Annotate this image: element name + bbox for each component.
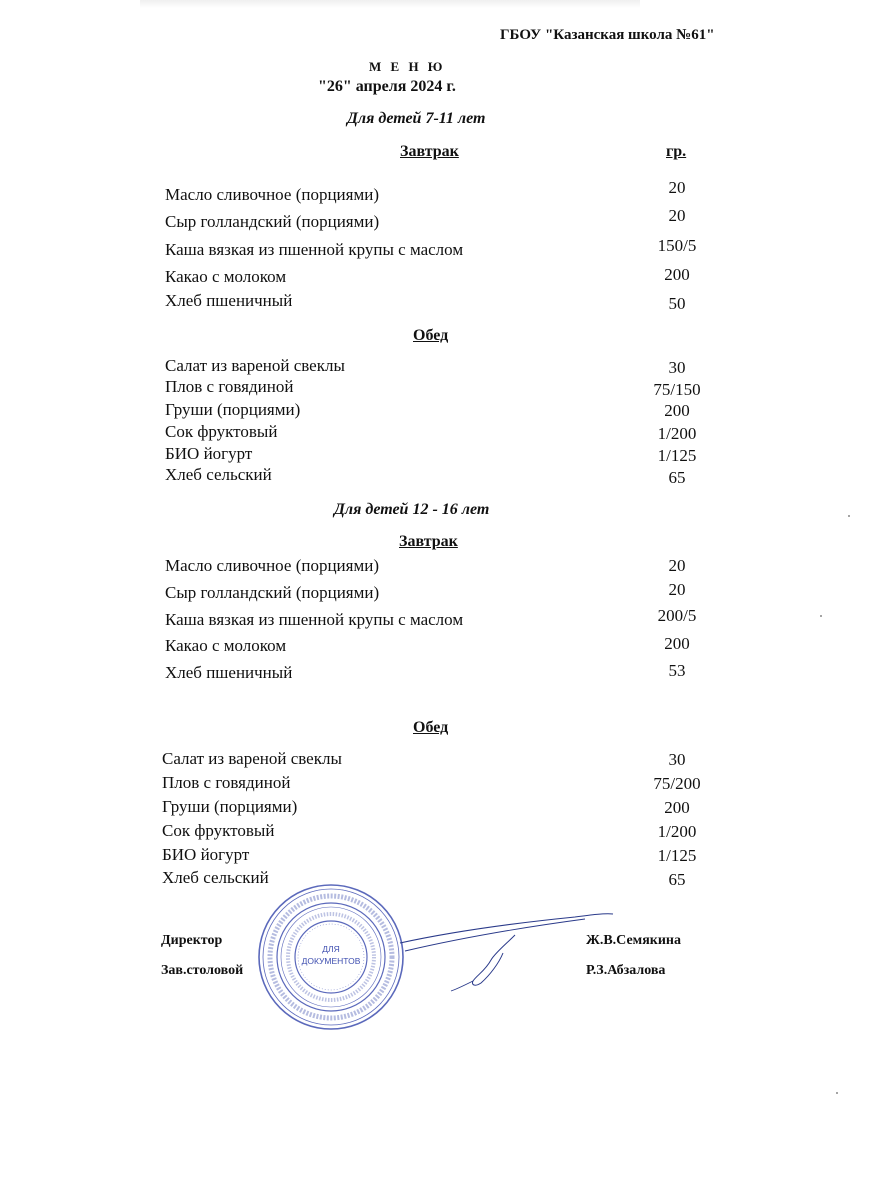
menu-item-name: Хлеб сельский (162, 868, 269, 887)
menu-item-name: Салат из вареной свеклы (162, 749, 342, 768)
menu-item-qty: 1/200 (657, 822, 697, 841)
menu-item-name: БИО йогурт (165, 444, 253, 463)
menu-item-qty: 50 (668, 294, 686, 313)
menu-item-name: Груши (порциями) (165, 400, 301, 419)
menu-item-name: Сок фруктовый (165, 422, 278, 441)
menu-item-qty: 200 (664, 265, 690, 284)
menu-item-name: Масло сливочное (порциями) (165, 185, 379, 204)
handwritten-signature (395, 905, 615, 995)
menu-item-qty: 20 (668, 580, 686, 599)
meal-title-lunch: Обед (413, 719, 449, 736)
menu-item-name: БИО йогурт (162, 845, 250, 864)
menu-item-name: Груши (порциями) (162, 797, 298, 816)
stamp-text-line1: ДЛЯ (322, 944, 340, 954)
unit-label: гр. (666, 143, 687, 160)
director-name: Ж.В.Семякина (586, 933, 681, 948)
age-group-title: Для детей 12 - 16 лет (334, 501, 490, 518)
meal-title-lunch: Обед (413, 327, 449, 344)
canteen-head-name: Р.З.Абзалова (586, 963, 666, 978)
menu-item-name: Плов с говядиной (162, 773, 291, 792)
menu-item-qty: 200 (664, 401, 690, 420)
menu-item-name: Каша вязкая из пшенной крупы с маслом (165, 240, 464, 259)
scan-shadow (140, 0, 640, 8)
meal-title-breakfast: Завтрак (399, 533, 458, 550)
menu-item-qty: 75/200 (653, 774, 701, 793)
menu-item-name: Сыр голландский (порциями) (165, 583, 380, 602)
scan-speck (820, 615, 822, 617)
director-label: Директор (161, 933, 223, 948)
menu-item-name: Плов с говядиной (165, 377, 294, 396)
menu-item-name: Сыр голландский (порциями) (165, 212, 380, 231)
menu-item-qty: 1/125 (657, 846, 697, 865)
menu-item-qty: 65 (668, 468, 686, 487)
menu-item-name: Масло сливочное (порциями) (165, 556, 379, 575)
menu-item-name: Какао с молоком (165, 636, 287, 655)
menu-item-qty: 150/5 (657, 236, 697, 255)
menu-item-qty: 20 (668, 178, 686, 197)
menu-title: М Е Н Ю (369, 59, 446, 74)
menu-item-name: Хлеб пшеничный (165, 663, 293, 682)
menu-date: "26" апреля 2024 г. (318, 78, 456, 95)
age-group-title: Для детей 7-11 лет (347, 110, 486, 127)
meal-title-breakfast: Завтрак (400, 143, 459, 160)
menu-item-name: Хлеб сельский (165, 465, 272, 484)
official-stamp (256, 882, 406, 1032)
menu-item-qty: 75/150 (653, 380, 701, 399)
scan-speck (848, 515, 850, 517)
menu-item-qty: 200 (664, 634, 690, 653)
school-name: ГБОУ "Казанская школа №61" (500, 27, 715, 43)
canteen-head-label: Зав.столовой (161, 963, 244, 978)
menu-item-qty: 1/125 (657, 446, 697, 465)
menu-item-name: Хлеб пшеничный (165, 291, 293, 310)
scan-speck (836, 1092, 838, 1094)
menu-item-qty: 200/5 (657, 606, 697, 625)
menu-item-qty: 30 (668, 750, 686, 769)
stamp-text-line2: ДОКУМЕНТОВ (301, 956, 361, 966)
menu-item-name: Каша вязкая из пшенной крупы с маслом (165, 610, 464, 629)
menu-item-name: Какао с молоком (165, 267, 287, 286)
menu-item-qty: 20 (668, 206, 686, 225)
menu-item-qty: 65 (668, 870, 686, 889)
menu-item-qty: 30 (668, 358, 686, 377)
menu-item-qty: 1/200 (657, 424, 697, 443)
menu-item-name: Сок фруктовый (162, 821, 275, 840)
menu-item-qty: 53 (668, 661, 686, 680)
menu-item-qty: 20 (668, 556, 686, 575)
menu-item-qty: 200 (664, 798, 690, 817)
menu-item-name: Салат из вареной свеклы (165, 356, 345, 375)
